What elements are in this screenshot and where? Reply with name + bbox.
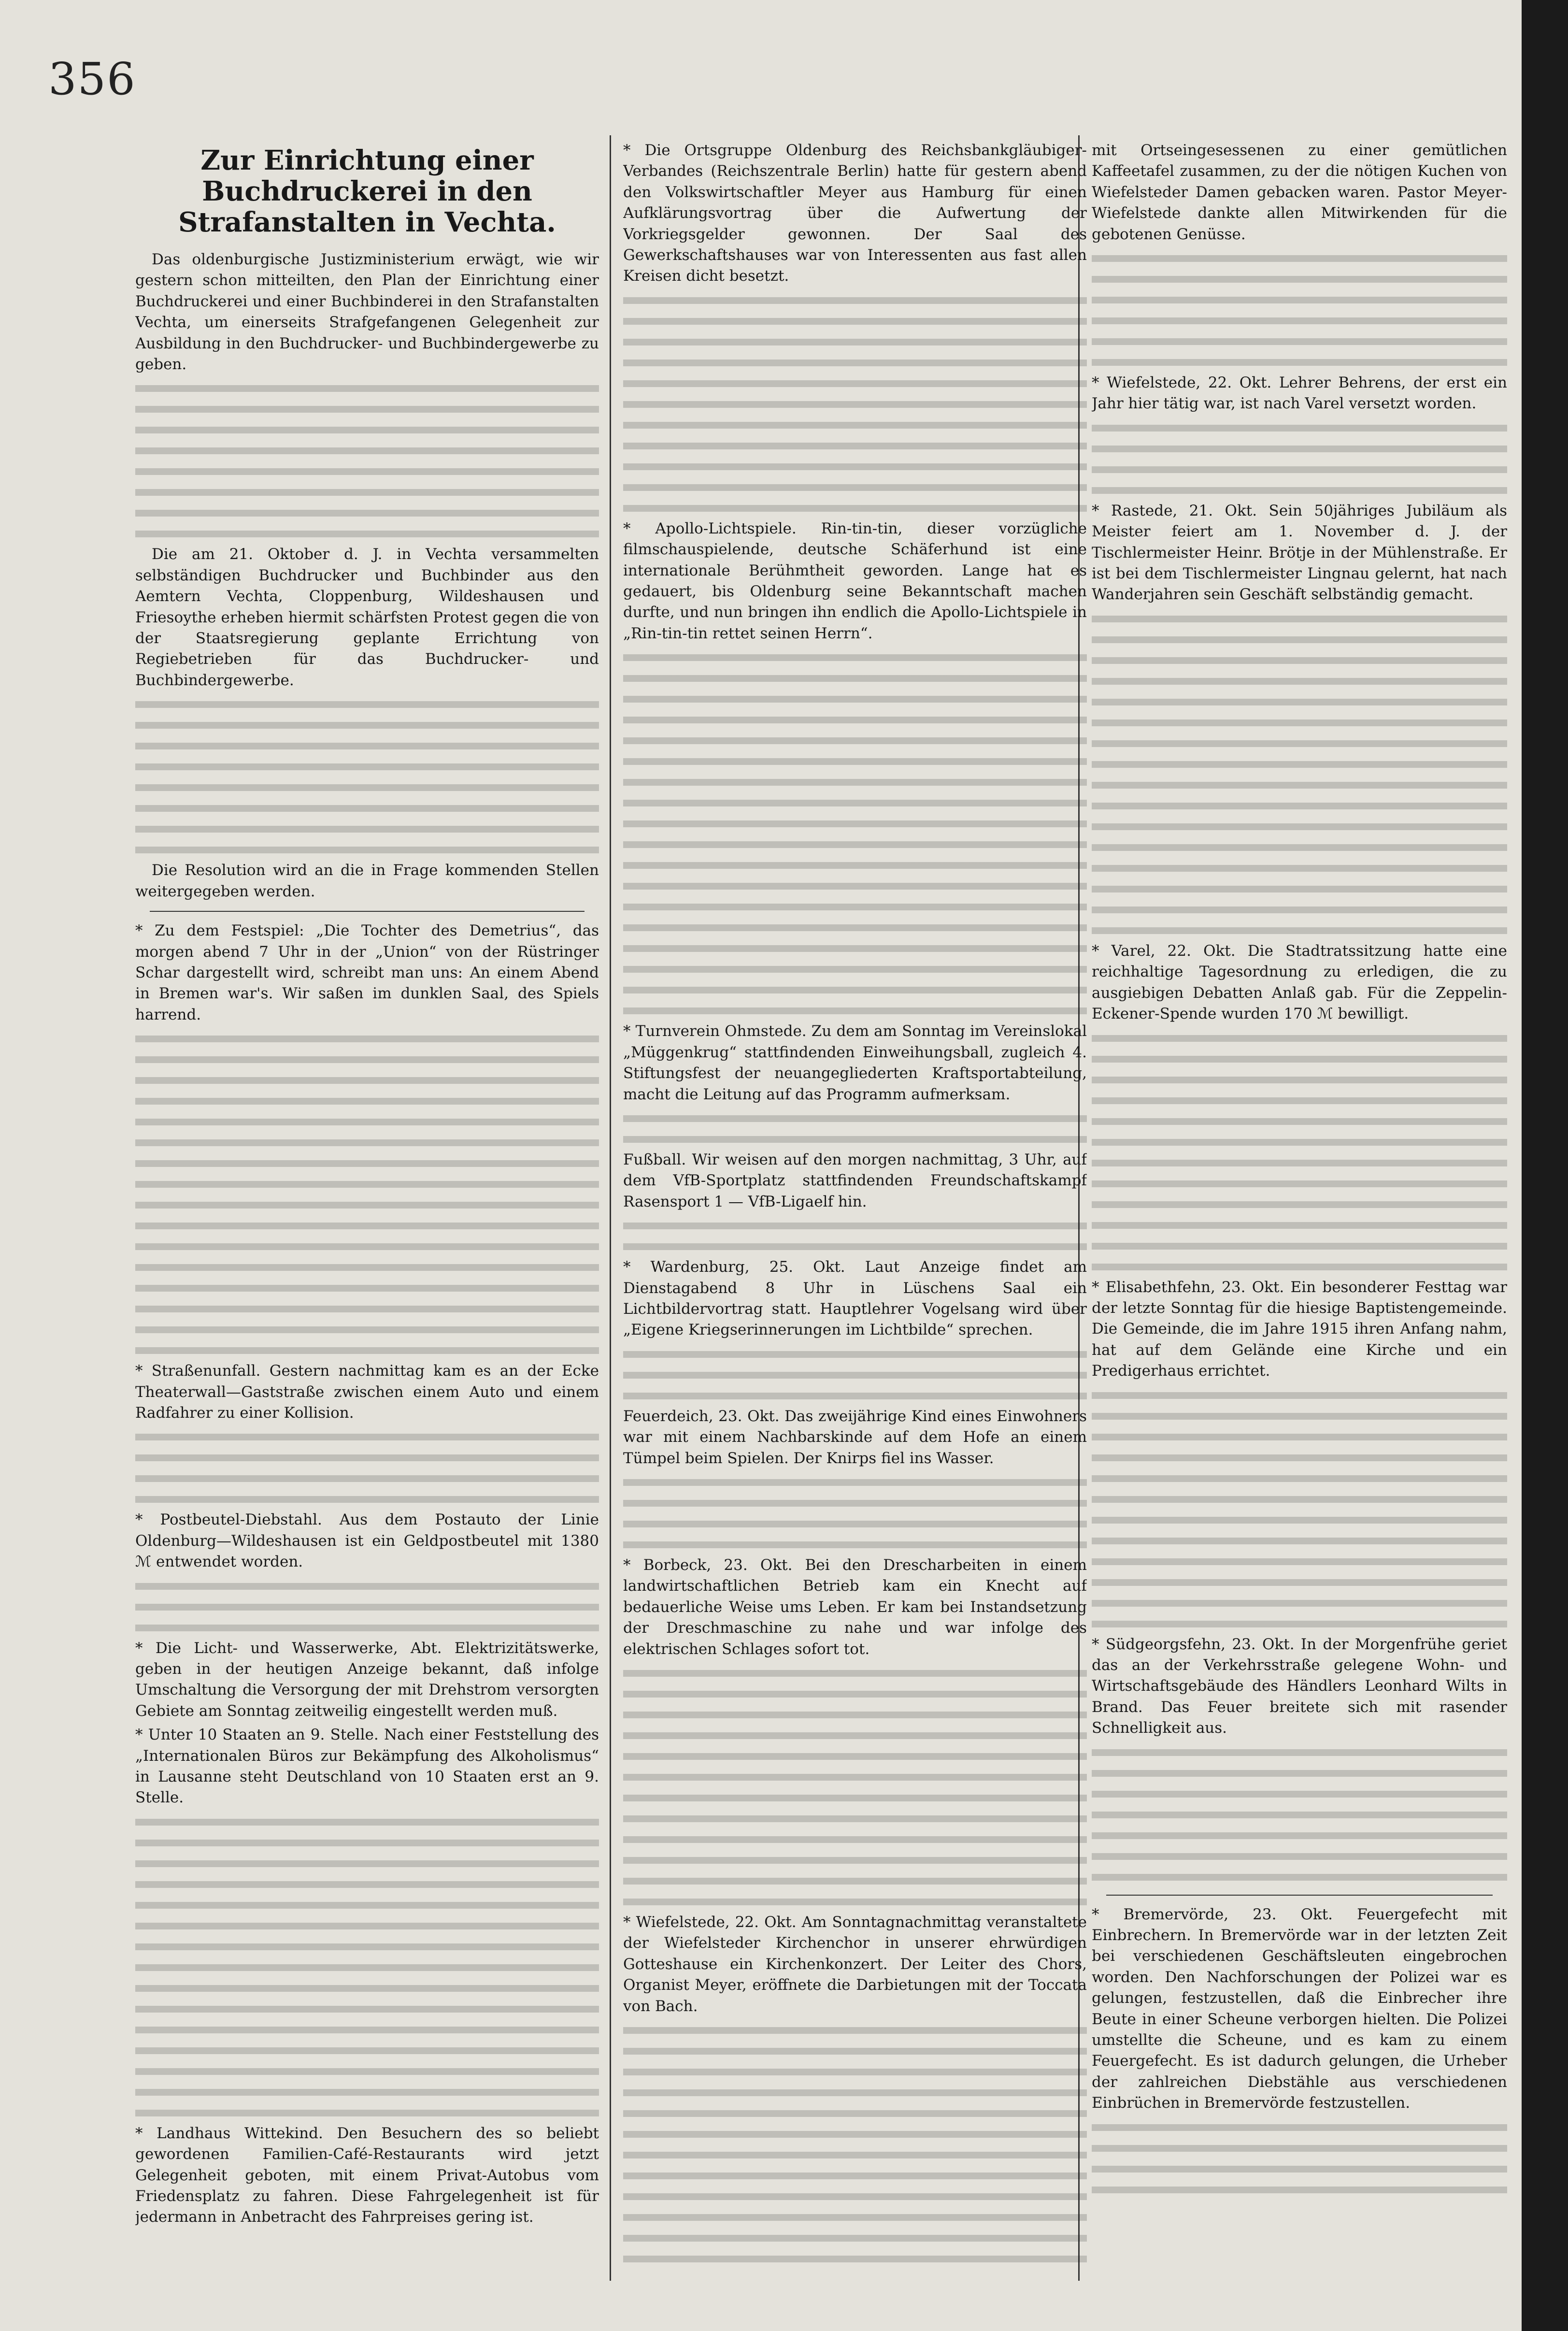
news-item: * Wardenburg, 25. Okt. Laut Anzeige findet am Dienstagabend 8 Uhr in Lüschens Saal ein Lichtbildervortrag statt. Hauptlehrer Vogelsang wird über „Eigene Kriegserinnerungen im Lichtbilde“ sprechen. — [623, 1258, 1087, 1339]
news-item: Fußball. Wir weisen auf den morgen nachmittag, 3 Uhr, auf dem VfB-Sportplatz stattfindenden Freundschaftskampf Rasensport 1 — VfB-Ligaelf hin. — [623, 1151, 1087, 1210]
article-paragraph: Die am 21. Oktober d. J. in Vechta versammelten selbständigen Buchdrucker und Buchbinder aus den Aemtern Vechta, Cloppenburg, Wildeshausen und Friesoythe erheben hiermit schärfsten Protest gegen die von der Staatsregierung geplante Errichtung von Regiebetrieben für das Buchdrucker- und Buchbindergewerbe. — [135, 546, 599, 689]
article-headline: Zur Einrichtung einer Buchdruckerei in den Strafanstalten in Vechta. — [178, 144, 556, 238]
news-item: * Unter 10 Staaten an 9. Stelle. Nach einer Feststellung des „Internationalen Büros zur Bekämpfung des Alkoholismus“ in Lausanne steht Deutschland von 10 Staaten erst an 9. Stelle. — [135, 1726, 599, 1807]
news-item: * Varel, 22. Okt. Die Stadtratssitzung hatte eine reichhaltige Tagesordnung zu erledigen, die zu ausgiebigen Debatten Anlaß gab. Für die Zeppelin-Eckener-Spende wurden 170 ℳ bewilligt. — [1092, 942, 1507, 1023]
column-3 — [1092, 140, 1507, 2281]
column-1 — [135, 140, 599, 2281]
news-item: * Apollo-Lichtspiele. Rin-tin-tin, dieser vorzügliche filmschauspielende, deutsche Schäferhund ist eine internationale Berühmtheit geworden. Lange hat es gedauert, bis Oldenburg seine Bekanntschaft machen durfte, und nun bringen ihn endlich die Apollo-Lichtspiele in „Rin-tin-tin rettet seinen Herrn“. — [623, 519, 1087, 642]
news-item: * Zu dem Festspiel: „Die Tochter des Demetrius“, das morgen abend 7 Uhr in der „Union“ von der Rüstringer Schar dargestellt wird, schreibt man uns: An einem Abend in Bremen war's. Wir saßen im dunklen Saal, des Spiels harrend. — [135, 922, 599, 1023]
article-paragraph: Die Resolution wird an die in Frage kommenden Stellen weitergegeben werden. — [135, 862, 599, 900]
news-item: * Rastede, 21. Okt. Sein 50jähriges Jubiläum als Meister feiert am 1. November d. J. der Tischlermeister Heinr. Brötje in der Mühlenstraße. Er ist bei dem Tischlermeister Lingnau gelernt, hat nach Wanderjahren sein Geschäft selbständig gemacht. — [1092, 502, 1507, 604]
news-item: * Landhaus Wittekind. Den Besuchern des so beliebt gewordenen Familien-Café-Restaurants wird jetzt Gelegenheit geboten, mit einem Privat-Autobus vom Friedensplatz zu fahren. Diese Fahrgelegenheit ist für jedermann in Anbetracht des Fahrpreises gering ist. — [135, 2124, 599, 2226]
news-item: * Elisabethfehn, 23. Okt. Ein besonderer Festtag war der letzte Sonntag für die hiesige Baptistengemeinde. Die Gemeinde, die im Jahre 1915 ihren Anfang nahm, hat auf dem Gelände eine Kirche und ein Predigerhaus errichtet. — [1092, 1278, 1507, 1380]
news-item: * Wiefelstede, 22. Okt. Am Sonntagnachmittag veranstaltete der Wiefelsteder Kirchenchor in unserer ehrwürdigen Gotteshause ein Kirchenkonzert. Der Leiter des Chors, Organist Meyer, eröffnete die Darbietungen mit der Toccata von Bach. — [623, 1914, 1087, 2015]
separator — [1106, 1895, 1493, 1896]
news-item: * Postbeutel-Diebstahl. Aus dem Postauto der Linie Oldenburg—Wildeshausen ist ein Geldpostbeutel mit 1380 ℳ entwendet worden. — [135, 1511, 599, 1571]
article-paragraph: Das oldenburgische Justizministerium erwägt, wie wir gestern schon mitteilten, den Plan der Einrichtung einer Buchdruckerei und einer Buchbinderei in den Strafanstalten Vechta, um einerseits Strafgefangenen Gelegenheit zur Ausbildung in den Buchdrucker- und Buchbindergewerbe zu geben. — [135, 251, 599, 374]
news-item: * Die Ortsgruppe Oldenburg des Reichsbankgläubiger-Verbandes (Reichszentrale Berlin) hatte für gestern abend den Volkswirtschaftler Meyer aus Hamburg für einen Aufklärungsvortrag über die Aufwertung der Vorkriegsgelder gewonnen. Der Saal des Gewerkschaftshauses war von Interessenten aus fast allen Kreisen dicht besetzt. — [623, 142, 1087, 285]
news-item: * Wiefelstede, 22. Okt. Lehrer Behrens, der erst ein Jahr hier tätig war, ist nach Varel versetzt worden. — [1092, 374, 1507, 413]
news-item: * Turnverein Ohmstede. Zu dem am Sonntag im Vereinslokal „Müggenkrug“ stattfindenden Einweihungsball, zugleich 4. Stiftungsfest der neuangegliederten Kraftsportabteilung, macht die Leitung auf das Programm aufmerksam. — [623, 1022, 1087, 1103]
news-item: * Südgeorgsfehn, 23. Okt. In der Morgenfrühe geriet das an der Verkehrsstraße gelegene Wohn- und Wirtschaftsgebäude des Händlers Leonhard Wilts in Brand. Das Feuer breitete sich mit rasender Schnelligkeit aus. — [1092, 1635, 1507, 1737]
news-item: * Bremervörde, 23. Okt. Feuergefecht mit Einbrechern. In Bremervörde war in der letzten Zeit bei verschiedenen Geschäftsleuten eingebrochen worden. Den Nachforschungen der Polizei war es gelungen, festzustellen, daß die Einbrecher ihre Beute in einer Scheune verborgen hielten. Die Polizei umstellte die Scheune, und es kam zu einem Feuergefecht. Es ist dadurch gelungen, die Urheber der zahlreichen Diebstähle aus verschiedenen Einbrüchen in Bremervörde festzustellen. — [1092, 1905, 1507, 2112]
column-rule — [610, 135, 611, 2281]
column-2 — [623, 140, 1087, 2281]
page-number: 356 — [48, 53, 136, 105]
separator — [150, 911, 584, 912]
news-item: * Borbeck, 23. Okt. Bei den Drescharbeiten in einem landwirtschaftlichen Betrieb kam ein Knecht auf bedauerliche Weise ums Leben. Er kam bei Instandsetzung der Dreschmaschine zu nahe und war infolge des elektrischen Schlages sofort tot. — [623, 1556, 1087, 1658]
news-item: * Die Licht- und Wasserwerke, Abt. Elektrizitätswerke, geben in der heutigen Anzeige bekannt, daß infolge Umschaltung die Versorgung der mit Drehstrom versorgten Gebiete am Sonntag zeitweilig eingestellt werden muß. — [135, 1639, 599, 1720]
news-item: * Straßenunfall. Gestern nachmittag kam es an der Ecke Theaterwall—Gaststraße zwischen einem Auto und einem Radfahrer zu einer Kollision. — [135, 1362, 599, 1422]
news-item: mit Ortseingesessenen zu einer gemütlichen Kaffeetafel zusammen, zu der die nötigen Kuchen von Wiefelsteder Damen gebacken waren. Pastor Meyer-Wiefelstede dankte allen Mitwirkenden für die gebotenen Genüsse. — [1092, 142, 1507, 243]
news-item: Feuerdeich, 23. Okt. Das zweijährige Kind eines Einwohners war mit einem Nachbarskinde auf dem Hofe an einem Tümpel beim Spielen. Der Knirps fiel ins Wasser. — [623, 1407, 1087, 1467]
